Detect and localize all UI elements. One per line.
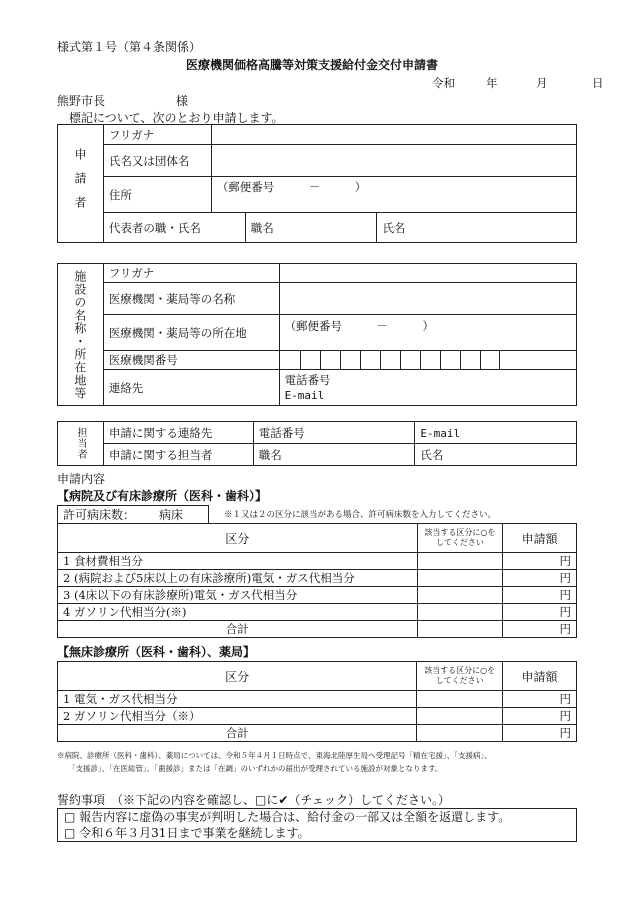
yen-unit: 円 [559, 692, 571, 706]
facility-number-boxes[interactable] [279, 351, 576, 370]
applicant-furigana-label: フリガナ [103, 125, 211, 145]
pledge-item[interactable] [64, 809, 571, 825]
staff-contact-label: 申請に関する連絡先 [103, 422, 253, 444]
pledge-item-text: 報告内容に虚偽の事実が判明した場合は、給付金の一部又は全額を返還します。 [79, 810, 511, 824]
applicant-name-field[interactable] [211, 145, 576, 177]
section2-table [57, 661, 577, 742]
applicant-title-label: 職名 [250, 220, 274, 235]
facility-email-label: E-mail [284, 388, 325, 402]
applicant-rep-label: 代表者の職・氏名 [103, 213, 245, 243]
section1-row-amount[interactable] [503, 587, 577, 604]
date-era: 令和 [432, 76, 455, 90]
facility-address-field[interactable] [279, 315, 576, 351]
section1-total-amount[interactable] [503, 621, 577, 638]
date-month: 月 [536, 76, 548, 90]
date-day: 日 [592, 76, 604, 90]
date-year: 年 [486, 76, 498, 90]
staff-person-label: 申請に関する担当者 [103, 444, 253, 466]
section2-row-label: 1 電気・ガス代相当分 [58, 691, 417, 708]
yen-unit: 円 [559, 605, 571, 619]
section1-row [58, 553, 577, 570]
facility-postal: （郵便番号 － ） [284, 319, 435, 333]
staff-email-field[interactable] [415, 422, 577, 444]
section1-title: 【病院及び有床診療所（医科・歯科）】 [57, 489, 268, 503]
staff-side-label: 担当者 [58, 422, 104, 466]
honorific: 様 [176, 94, 189, 108]
staff-email-label: E-mail [420, 426, 461, 440]
section1-row [58, 604, 577, 621]
section1-row [58, 587, 577, 604]
form-number: 様式第１号（第４条関係） [57, 40, 202, 54]
section1-row-amount[interactable] [503, 604, 577, 621]
applicant-rep-name-field[interactable] [377, 213, 577, 243]
section2-total-check [417, 725, 503, 742]
facility-furigana-label: フリガナ [103, 264, 279, 283]
section1-row-check[interactable] [417, 570, 503, 587]
section1-row-check[interactable] [417, 604, 503, 621]
applicant-postal: （郵便番号 － ） [216, 180, 367, 194]
section1-row-label: 2 (病院および5床以上の有床診療所)電気・ガス代相当分 [58, 570, 418, 587]
applicant-furigana-field[interactable] [211, 125, 576, 145]
section2-row-check[interactable] [417, 691, 503, 708]
pledge-title: 誓約事項 （※下記の内容を確認し、□に✔（チェック）してください。） [57, 793, 451, 807]
facility-side-label: 施設の名称・所在地等 [58, 264, 104, 406]
facility-number-label: 医療機関番号 [103, 351, 279, 370]
section2-row-label: 2 ガソリン代相当分（※） [58, 708, 417, 725]
checkbox-icon[interactable]: □ [64, 810, 76, 824]
intro-text: 標記について、次のとおり申請します。 [69, 111, 284, 125]
section1-row [58, 570, 577, 587]
section1-table [57, 523, 577, 638]
section2-col-amount: 申請額 [503, 662, 577, 691]
checkbox-icon[interactable]: □ [64, 826, 76, 840]
section2-row [58, 708, 577, 725]
applicant-address-field[interactable] [211, 177, 576, 213]
section1-row-check[interactable] [417, 587, 503, 604]
section1-col-category: 区分 [58, 524, 418, 553]
facility-table [57, 263, 577, 406]
facility-name-label: 医療機関・薬局等の名称 [103, 283, 279, 315]
staff-title-label: 職名 [258, 447, 282, 462]
facility-address-label: 医療機関・薬局等の所在地 [103, 315, 279, 351]
beds-table [57, 505, 209, 524]
pledge-item-text: 令和６年３月31日まで事業を継続します。 [79, 826, 310, 840]
section1-total-label: 合計 [58, 621, 418, 638]
content-label: 申請内容 [57, 472, 106, 486]
staff-phone-label: 電話番号 [258, 425, 305, 440]
section2-row-amount[interactable] [503, 691, 577, 708]
applicant-side-label: 申請者 [58, 125, 104, 243]
staff-title-field[interactable] [253, 444, 415, 466]
addressee: 熊野市長 [57, 94, 106, 108]
facility-name-field[interactable] [279, 283, 576, 315]
beds-unit: 病床 [159, 508, 184, 522]
section1-row-amount[interactable] [503, 553, 577, 570]
section2-row-check[interactable] [417, 708, 503, 725]
applicant-table [57, 124, 577, 243]
form-title: 医療機関価格高騰等対策支援給付金交付申請書 [186, 58, 439, 72]
pledge-box [58, 809, 577, 842]
section1-row-label: 3 (4床以下の有床診療所)電気・ガス代相当分 [58, 587, 418, 604]
section2-row [58, 691, 577, 708]
facility-phone-label: 電話番号 [284, 372, 331, 387]
staff-name-field[interactable] [415, 444, 577, 466]
staff-table [57, 421, 577, 466]
section1-row-label: 1 食材費相当分 [58, 553, 418, 570]
section1-col-amount: 申請額 [503, 524, 577, 553]
section2-col-check: 該当する区分に○をしてください [417, 662, 503, 691]
section1-col-check: 該当する区分に○をしてください [417, 524, 503, 553]
yen-unit: 円 [559, 588, 571, 602]
beds-label: 許可病床数： [63, 508, 136, 522]
applicant-address-label: 住所 [103, 177, 211, 213]
applicant-name-label: 氏名又は団体名 [103, 145, 211, 177]
facility-contact-label: 連絡先 [103, 370, 279, 406]
section1-row-label: 4 ガソリン代相当分(※) [58, 604, 418, 621]
facility-contact-field[interactable] [279, 370, 576, 406]
yen-unit: 円 [559, 709, 571, 723]
footnote-line1: ※病院、診療所（医科・歯科）、薬局については、令和５年４月１日時点で、東海北陸厚生局へ受理記号「精在宅援」、「支援病」、 [57, 751, 492, 760]
applicant-name-label-2: 氏名 [382, 220, 406, 235]
pledge-item[interactable] [64, 825, 571, 841]
yen-unit: 円 [559, 571, 571, 585]
section1-row-check[interactable] [417, 553, 503, 570]
yen-unit: 円 [559, 554, 571, 568]
section1-row-amount[interactable] [503, 570, 577, 587]
yen-unit: 円 [559, 622, 571, 636]
section2-total-amount[interactable] [503, 725, 577, 742]
section2-total-label: 合計 [58, 725, 417, 742]
staff-name-label: 氏名 [420, 447, 444, 462]
pledge-table [57, 808, 577, 842]
facility-furigana-field[interactable] [279, 264, 576, 283]
section2-title: 【無床診療所（医科・歯科）、薬局】 [57, 645, 256, 659]
staff-phone-field[interactable] [253, 422, 415, 444]
section2-col-category: 区分 [58, 662, 417, 691]
section2-row-amount[interactable] [503, 708, 577, 725]
applicant-rep-title-field[interactable] [245, 213, 377, 243]
section1-total-check [417, 621, 503, 638]
beds-note: ※１又は２の区分に該当がある場合、許可病床数を入力してください。 [224, 510, 497, 520]
beds-field[interactable] [58, 506, 209, 524]
yen-unit: 円 [559, 726, 571, 740]
footnote-line2: 「支援診」、「在医総管」、「歯援診」または「在調」のいずれかの届出が受理されている施設が対象となります。 [68, 764, 443, 773]
